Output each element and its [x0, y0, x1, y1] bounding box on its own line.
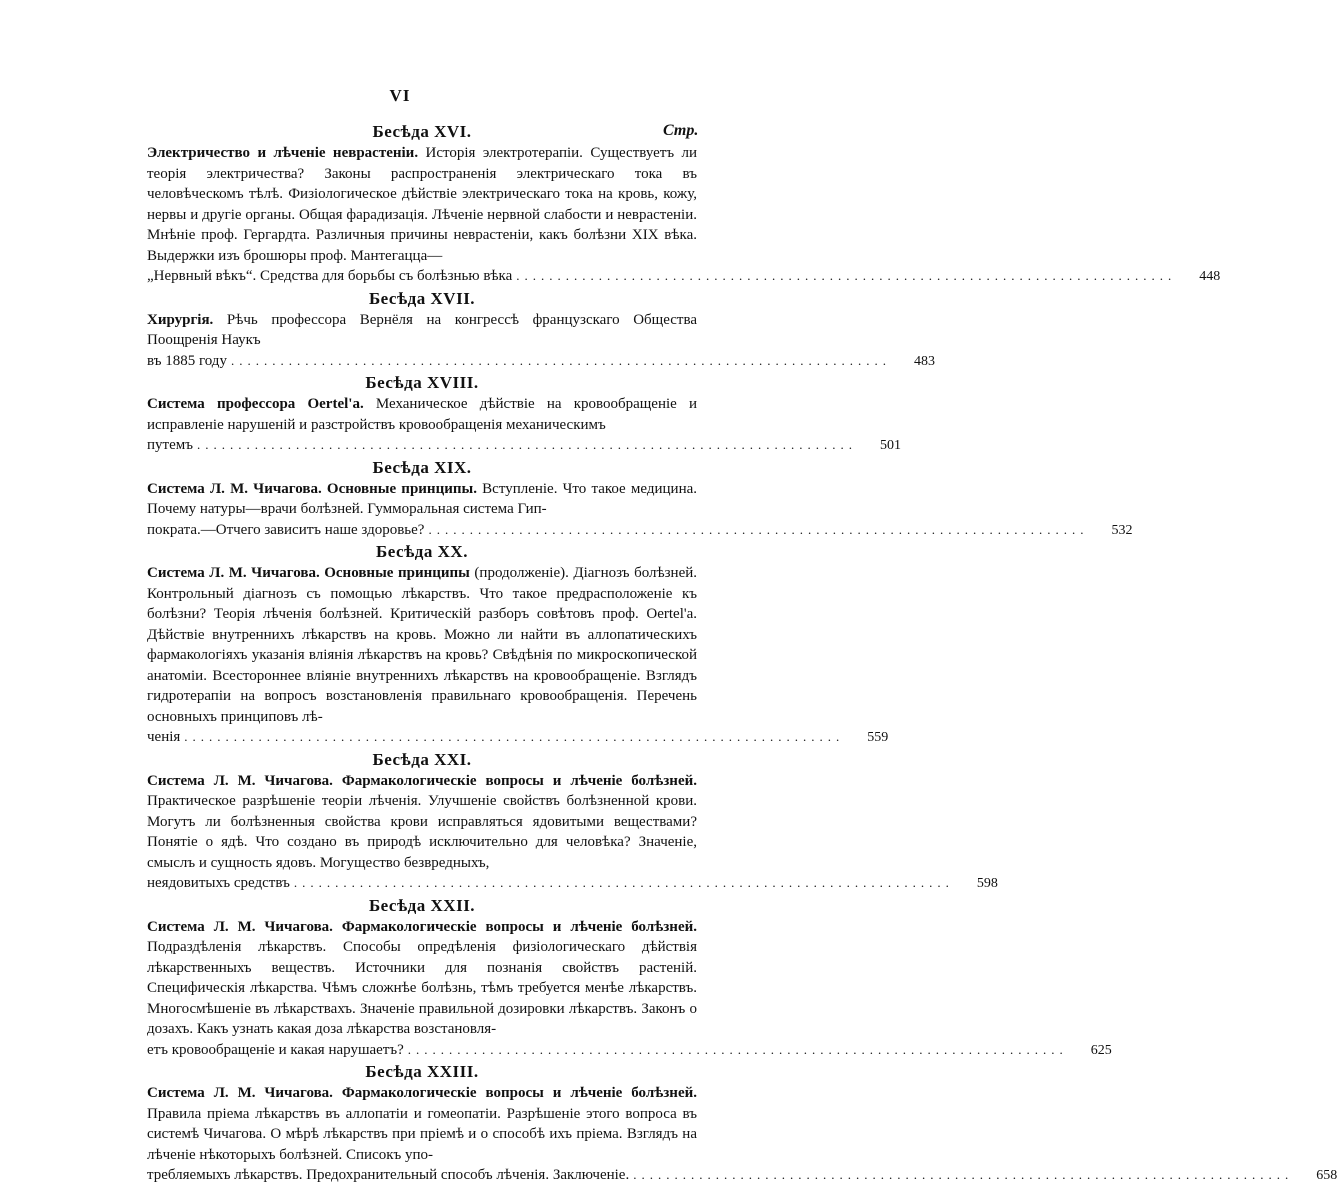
- entry-page-number: 658: [1316, 1168, 1337, 1183]
- entry-heading: Бесѣда XXII.: [368, 895, 476, 915]
- entry-topic: Хирургія.: [147, 311, 214, 328]
- entry-last-line: [147, 351, 935, 373]
- dot-leader: ................................................................................: [516, 268, 1177, 283]
- dot-leader: ................................................................................: [633, 1167, 1294, 1182]
- entry-page-number: 501: [880, 438, 901, 453]
- entry-last-text: неядовитыхъ средствъ: [147, 875, 290, 891]
- toc-entry: [147, 541, 889, 749]
- entry-description: [147, 394, 697, 435]
- entry-last-text: ченія: [147, 729, 181, 745]
- entry-topic: Система Л. М. Чичагова. Фармакологическіе вопросы и лѣченіе болѣзней.: [147, 1085, 697, 1101]
- entry-description: [147, 310, 697, 351]
- toc-entry: [147, 121, 1221, 288]
- entry-text: (продолженіе). Діагнозъ болѣзней. Контрольный діагнозъ съ помощью лѣкарствъ. Что такое предрасположеніе къ болѣзни? Теорія лѣченія болѣзней. Критическій разборъ совѣтовъ проф. Oertel'а. Дѣйствіе внутреннихъ лѣкарствъ на кровь. Можно ли найти въ аллопатическихъ фармакологіяхъ указанія вліянія лѣкарствъ на кровь? Свѣдѣнія по микроскопической анатоміи. Всестороннее вліяніе внутреннихъ лѣкарствъ на кровообращеніе. Взглядъ гидротерапіи на вопросъ возстановленія правильнаго кровообращенія. Перечень основныхъ принциповъ лѣ-: [147, 565, 698, 725]
- entry-heading: Бесѣда XVII.: [368, 288, 476, 308]
- page-number: VI: [389, 86, 411, 105]
- entry-page-number: 448: [1199, 269, 1221, 284]
- entry-description: [147, 917, 697, 1040]
- entry-last-line: [147, 435, 901, 457]
- entry-heading: Бесѣда XXIII.: [365, 1062, 479, 1081]
- entry-topic: Система Л. М. Чичагова. Основные принципы.: [147, 480, 477, 497]
- toc-entry: [147, 1061, 1337, 1187]
- entry-text: Практическое разрѣшеніе теоріи лѣченія. Улучшеніе свойствъ болѣзненной крови. Могутъ ли болѣзненныя свойства крови исправляться ядовитыми веществами? Понятіе о ядѣ. Что создано въ природѣ исключительно для человѣка? Значеніе, смыслъ и сущность ядовъ. Могущество безвредныхъ,: [147, 793, 697, 871]
- entry-topic: Система Л. М. Чичагова. Фармакологическіе вопросы и лѣченіе болѣзней.: [147, 918, 697, 935]
- entry-page-number: 532: [1111, 522, 1133, 538]
- entry-description: [147, 771, 697, 874]
- dot-leader: ................................................................................: [407, 1041, 1068, 1057]
- entry-description: [147, 563, 697, 727]
- dot-leader: ................................................................................: [197, 437, 857, 452]
- entry-last-line: [147, 520, 1133, 542]
- entry-page-number: 625: [1090, 1042, 1112, 1058]
- entry-text: Рѣчь профессора Вернёля на конгрессѣ французскаго Общества Поощренія Наукъ: [147, 311, 697, 348]
- entry-last-text: пократа.—Отчего зависитъ наше здоровье?: [147, 521, 425, 538]
- entry-last-line: [147, 727, 889, 749]
- entry-heading: Бесѣда XVIII.: [365, 373, 479, 392]
- dot-leader: ................................................................................: [230, 352, 891, 368]
- entry-text: Подраздѣленія лѣкарствъ. Способы опредѣленія физіологическаго дѣйствія лѣкарственныхъ веществъ. Источники для познанія свойствъ растеній. Специфическія лѣкарства. Чѣмъ сложнѣе болѣзнь, тѣмъ требуется менѣе лѣкарствъ. Многосмѣшеніе въ лѣкарствахъ. Значеніе правильной дозировки лѣкарствъ. Законъ о дозахъ. Какъ узнать какая доза лѣкарства возстановля-: [147, 939, 697, 1037]
- dot-leader: ................................................................................: [428, 521, 1089, 537]
- entry-heading: Бесѣда XVI.: [372, 122, 472, 141]
- entry-text: Правила пріема лѣкарствъ въ аллопатіи и гомеопатіи. Разрѣшеніе этого вопроса въ системѣ Чичагова. О мѣрѣ лѣкарствъ при пріемѣ и о способѣ ихъ пріема. Взглядъ на лѣченіе нѣкоторыхъ болѣзней. Списокъ упо-: [147, 1105, 697, 1163]
- entry-page-number: 598: [976, 876, 998, 891]
- toc-entry: [147, 457, 1133, 542]
- table-of-contents: [147, 121, 1337, 1187]
- dot-leader: ................................................................................: [184, 729, 845, 744]
- entry-last-line: [147, 1165, 1337, 1187]
- entry-topic: Система профессора Oertel'а.: [147, 396, 364, 412]
- entry-last-text: етъ кровообращеніе и какая нарушаетъ?: [147, 1041, 404, 1058]
- entry-heading: Бесѣда XX.: [376, 542, 468, 561]
- entry-topic: Система Л. М. Чичагова. Основные принципы: [147, 565, 470, 581]
- entry-last-text: путемъ: [147, 437, 193, 453]
- entry-heading: Бесѣда XXI.: [372, 749, 472, 769]
- entry-description: [147, 1083, 697, 1165]
- toc-entry: [147, 749, 998, 895]
- entry-topic: Система Л. М. Чичагова. Фармакологическіе вопросы и лѣченіе болѣзней.: [147, 772, 697, 789]
- page-column-header: Стр.: [663, 122, 699, 139]
- entry-last-text: требляемыхъ лѣкарствъ. Предохранительный способъ лѣченія. Заключеніе.: [147, 1167, 630, 1183]
- toc-entry: [147, 895, 1112, 1062]
- entry-description: [147, 479, 697, 520]
- entry-last-line: [147, 873, 998, 895]
- dot-leader: ................................................................................: [293, 875, 954, 890]
- entry-last-line: [147, 266, 1221, 288]
- entry-last-text: въ 1885 году: [147, 352, 227, 369]
- entry-text: Вступленіе. Что такое медицина. Почему натуры—врачи болѣзней. Гуммoральная система Гип-: [147, 480, 698, 517]
- entry-last-line: [147, 1040, 1112, 1062]
- entry-page-number: 483: [913, 353, 935, 369]
- entry-description: [147, 143, 697, 266]
- toc-entry: [147, 288, 935, 373]
- entry-text: Механическое дѣйствіе на кровообращеніе и исправленіе нарушеній и разстройствъ кровообращенія механическимъ: [147, 396, 698, 433]
- entry-heading: Бесѣда XIX.: [372, 457, 472, 477]
- toc-entry: [147, 372, 901, 457]
- entry-topic: Электричество и лѣченіе неврастеніи.: [147, 145, 419, 161]
- entry-page-number: 559: [867, 730, 889, 745]
- entry-last-text: „Нервный вѣкъ“. Средства для борьбы съ болѣзнью вѣка: [147, 268, 513, 284]
- entry-text: Исторія электротерапіи. Существуетъ ли теорія электричества? Законы распространенія электрическаго тока въ человѣческомъ тѣлѣ. Физіологическое дѣйствіе электрическаго тока на кровь, кожу, нервы и другіе органы. Общая фарадизація. Лѣченіе нервной слабости и неврастеніи. Мнѣніе проф. Гергардта. Различныя причины неврастеніи, какъ болѣзни XIX вѣка. Выдержки изъ брошюры проф. Мантегацца—: [147, 145, 698, 264]
